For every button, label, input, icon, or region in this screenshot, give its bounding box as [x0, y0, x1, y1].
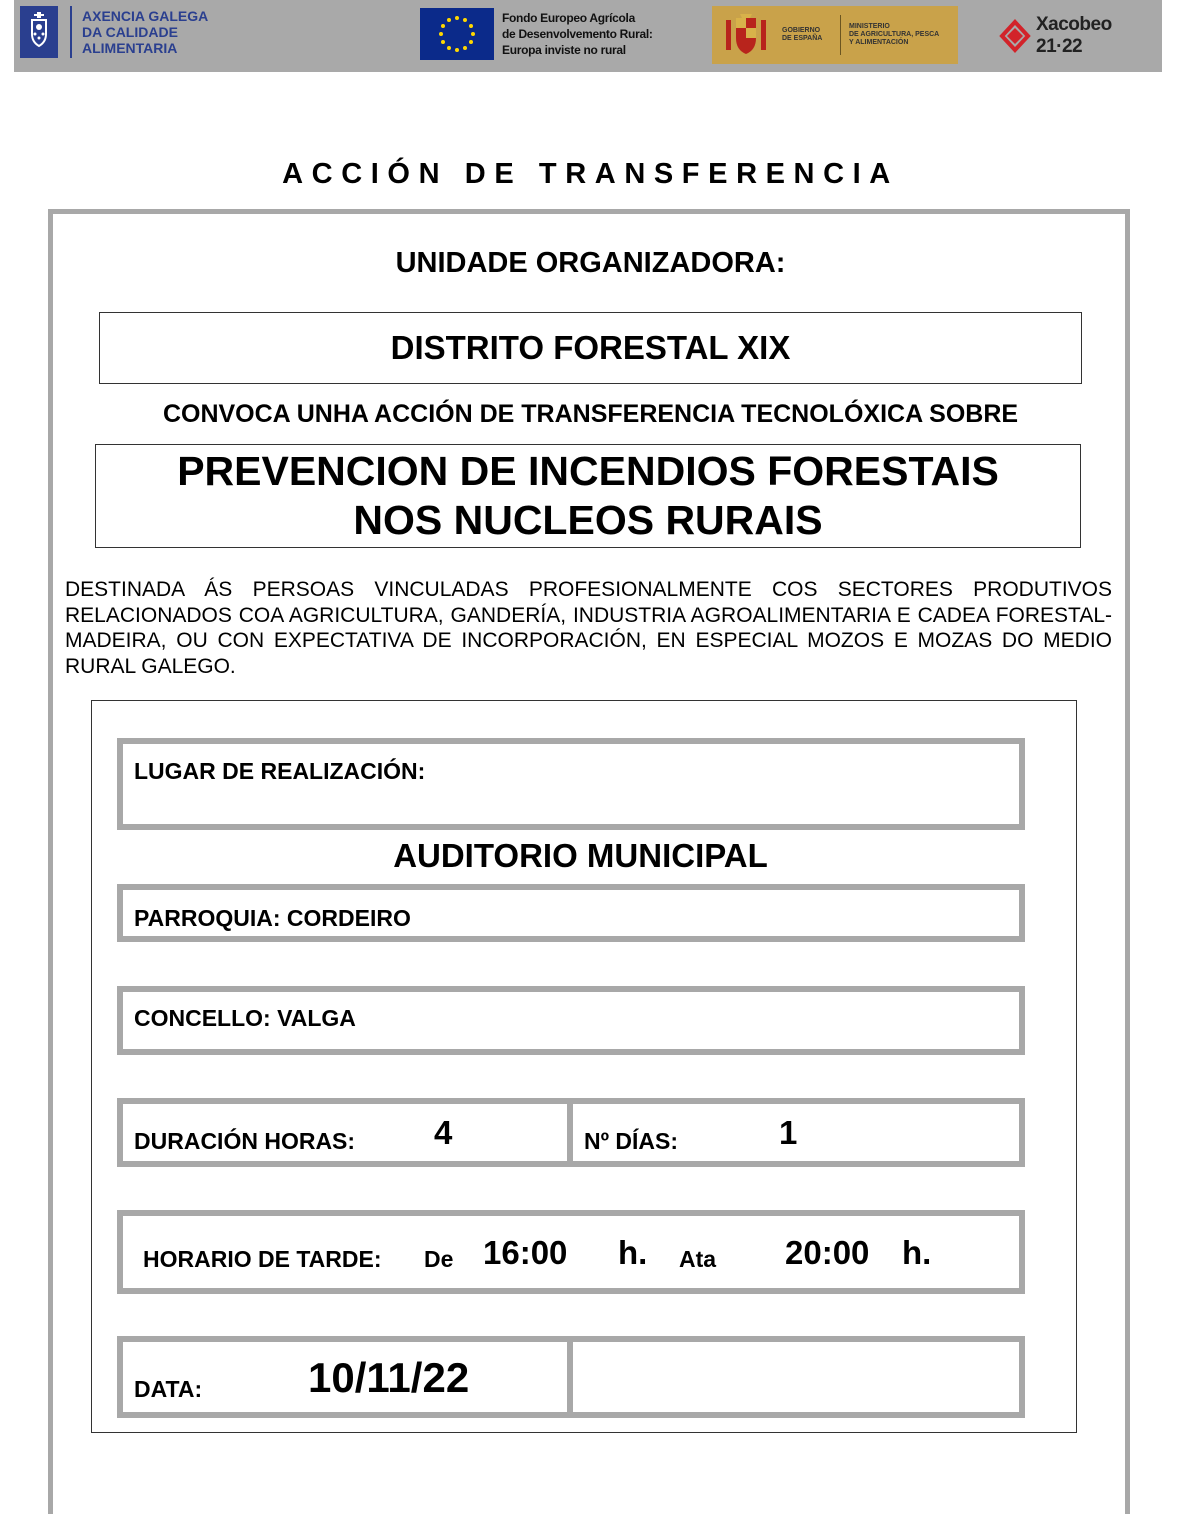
topic-box [95, 444, 1081, 548]
ministerio-line-3: Y ALIMENTACIÓN [849, 39, 909, 46]
horario-label: HORARIO DE TARDE: [143, 1246, 382, 1272]
feader-line-2: de Desenvolvemento Rural: [502, 27, 653, 41]
data-empty-field [567, 1336, 1025, 1418]
galega-line-3: ALIMENTARIA [82, 40, 178, 56]
feader-line-3: Europa inviste no rural [502, 43, 626, 57]
convoca-text: CONVOCA UNHA ACCIÓN DE TRANSFERENCIA TECNOLÓXICA SOBRE [162, 400, 1019, 428]
concello-text: CONCELLO: VALGA [134, 1005, 356, 1031]
galega-logo [20, 6, 208, 58]
galega-line-2: DA CALIDADE [82, 24, 178, 40]
start-hour-unit: h. [618, 1234, 648, 1271]
start-time: 16:00 [483, 1234, 568, 1271]
feader-logo [420, 8, 653, 60]
galega-logo-text [82, 8, 208, 56]
data-field [117, 1336, 573, 1418]
end-hour-unit: h. [902, 1234, 932, 1271]
ata-label: Ata [679, 1246, 717, 1272]
duracion-label: DURACIÓN HORAS: [134, 1128, 356, 1154]
gobierno-divider [840, 15, 841, 55]
xacobeo-logo [998, 14, 1162, 58]
organizer-name: DISTRITO FORESTAL XIX [390, 329, 791, 366]
ministerio-line-1: MINISTERIO [849, 23, 890, 30]
organizer-label: UNIDADE ORGANIZADORA: [395, 247, 786, 279]
topic-line-1: PREVENCION DE INCENDIOS FORESTAIS [177, 448, 999, 494]
duracion-field [117, 1098, 573, 1167]
de-label: De [424, 1246, 454, 1272]
dias-value: 1 [779, 1114, 798, 1151]
dias-field [567, 1098, 1025, 1167]
ministerio-text [849, 23, 939, 47]
gobierno-line-2: DE ESPAÑA [782, 35, 823, 42]
audience-description: DESTINADA ÁS PERSOAS VINCULADAS PROFESIONALMENTE COS SECTORES PRODUTIVOS RELACIONADOS COA AGRICULTURA, GANDERÍA, INDUSTRIA AGROALIMENTARIA E CADEA FORESTAL-MADEIRA, OU CON EXPECTATIVA DE INCORPORACIÓN, EN ESPECIAL MOZOS E MOZAS DO MEDIO RURAL GALEGO. [65, 578, 1112, 678]
gobierno-text [782, 27, 832, 43]
galicia-crest-icon [20, 6, 58, 58]
ministerio-line-2: DE AGRICULTURA, PESCA [849, 31, 940, 38]
header-logo-strip [14, 0, 1162, 72]
lugar-label: LUGAR DE REALIZACIÓN: [134, 758, 426, 784]
horario-field [117, 1210, 1025, 1294]
parroquia-text: PARROQUIA: CORDEIRO [134, 905, 411, 931]
data-value: 10/11/22 [308, 1354, 470, 1401]
concello-field [117, 986, 1025, 1055]
eu-flag-icon [420, 8, 494, 60]
data-label: DATA: [134, 1376, 203, 1402]
gobierno-line-1: GOBIERNO [782, 27, 821, 34]
venue-name: AUDITORIO MUNICIPAL [393, 837, 768, 874]
parroquia-field [117, 884, 1025, 942]
page-title: ACCIÓN DE TRANSFERENCIA [282, 158, 899, 190]
organizer-name-box [99, 312, 1082, 384]
feader-line-1: Fondo Europeo Agrícola [502, 11, 635, 25]
galega-line-1: AXENCIA GALEGA [82, 8, 209, 24]
logo-divider [70, 6, 72, 58]
xacobeo-text: Xacobeo 21·22 [1036, 14, 1112, 57]
gobierno-ministerio-logo [712, 6, 958, 64]
duracion-value: 4 [434, 1114, 453, 1151]
spain-coat-of-arms-icon [722, 12, 770, 58]
topic-line-2: NOS NUCLEOS RURAIS [353, 497, 823, 543]
end-time: 20:00 [785, 1234, 870, 1271]
xacobeo-shell-icon [998, 19, 1032, 53]
dias-label: Nº DÍAS: [584, 1128, 679, 1154]
feader-logo-text [502, 10, 653, 58]
lugar-field [117, 738, 1025, 830]
